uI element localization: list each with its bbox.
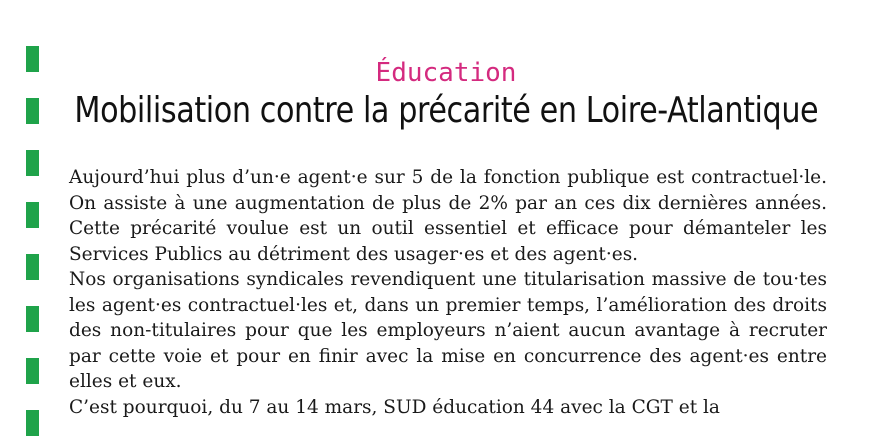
- margin-mark: [26, 358, 39, 384]
- margin-mark: [26, 202, 39, 228]
- section-kicker: Éducation: [375, 58, 517, 88]
- margin-mark: [26, 150, 39, 176]
- margin-mark: [26, 410, 39, 436]
- paragraph: C’est pourquoi, du 7 au 14 mars, SUD éducation 44 avec la CGT et la: [69, 396, 720, 418]
- margin-mark: [26, 254, 39, 280]
- paragraph: Aujourd’hui plus d’un·e agent·e sur 5 de la fonction publique est contractuel·le. On assiste à une augmentation de plus de 2% par an ces dix dernières années. Cette précarité voulue est un outil essentiel et efficace pour démanteler les Services Publics au détriment des usager·es et des agent·es.: [69, 167, 827, 265]
- article-body: [69, 165, 827, 420]
- article-title: Mobilisation contre la précarité en Loire-Atlantique: [74, 90, 819, 131]
- paragraph: Nos organisations syndicales revendiquent une titularisation massive de tou·tes les agent·es contractuel·les et, dans un premier temps, l’amélioration des droits des non-titulaires pour que les employeurs n’aient aucun avantage à recruter par cette voie et pour en finir avec la mise en concurrence des agent·es entre elles et eux.: [69, 269, 827, 392]
- margin-mark: [26, 98, 39, 124]
- margin-mark: [26, 306, 39, 332]
